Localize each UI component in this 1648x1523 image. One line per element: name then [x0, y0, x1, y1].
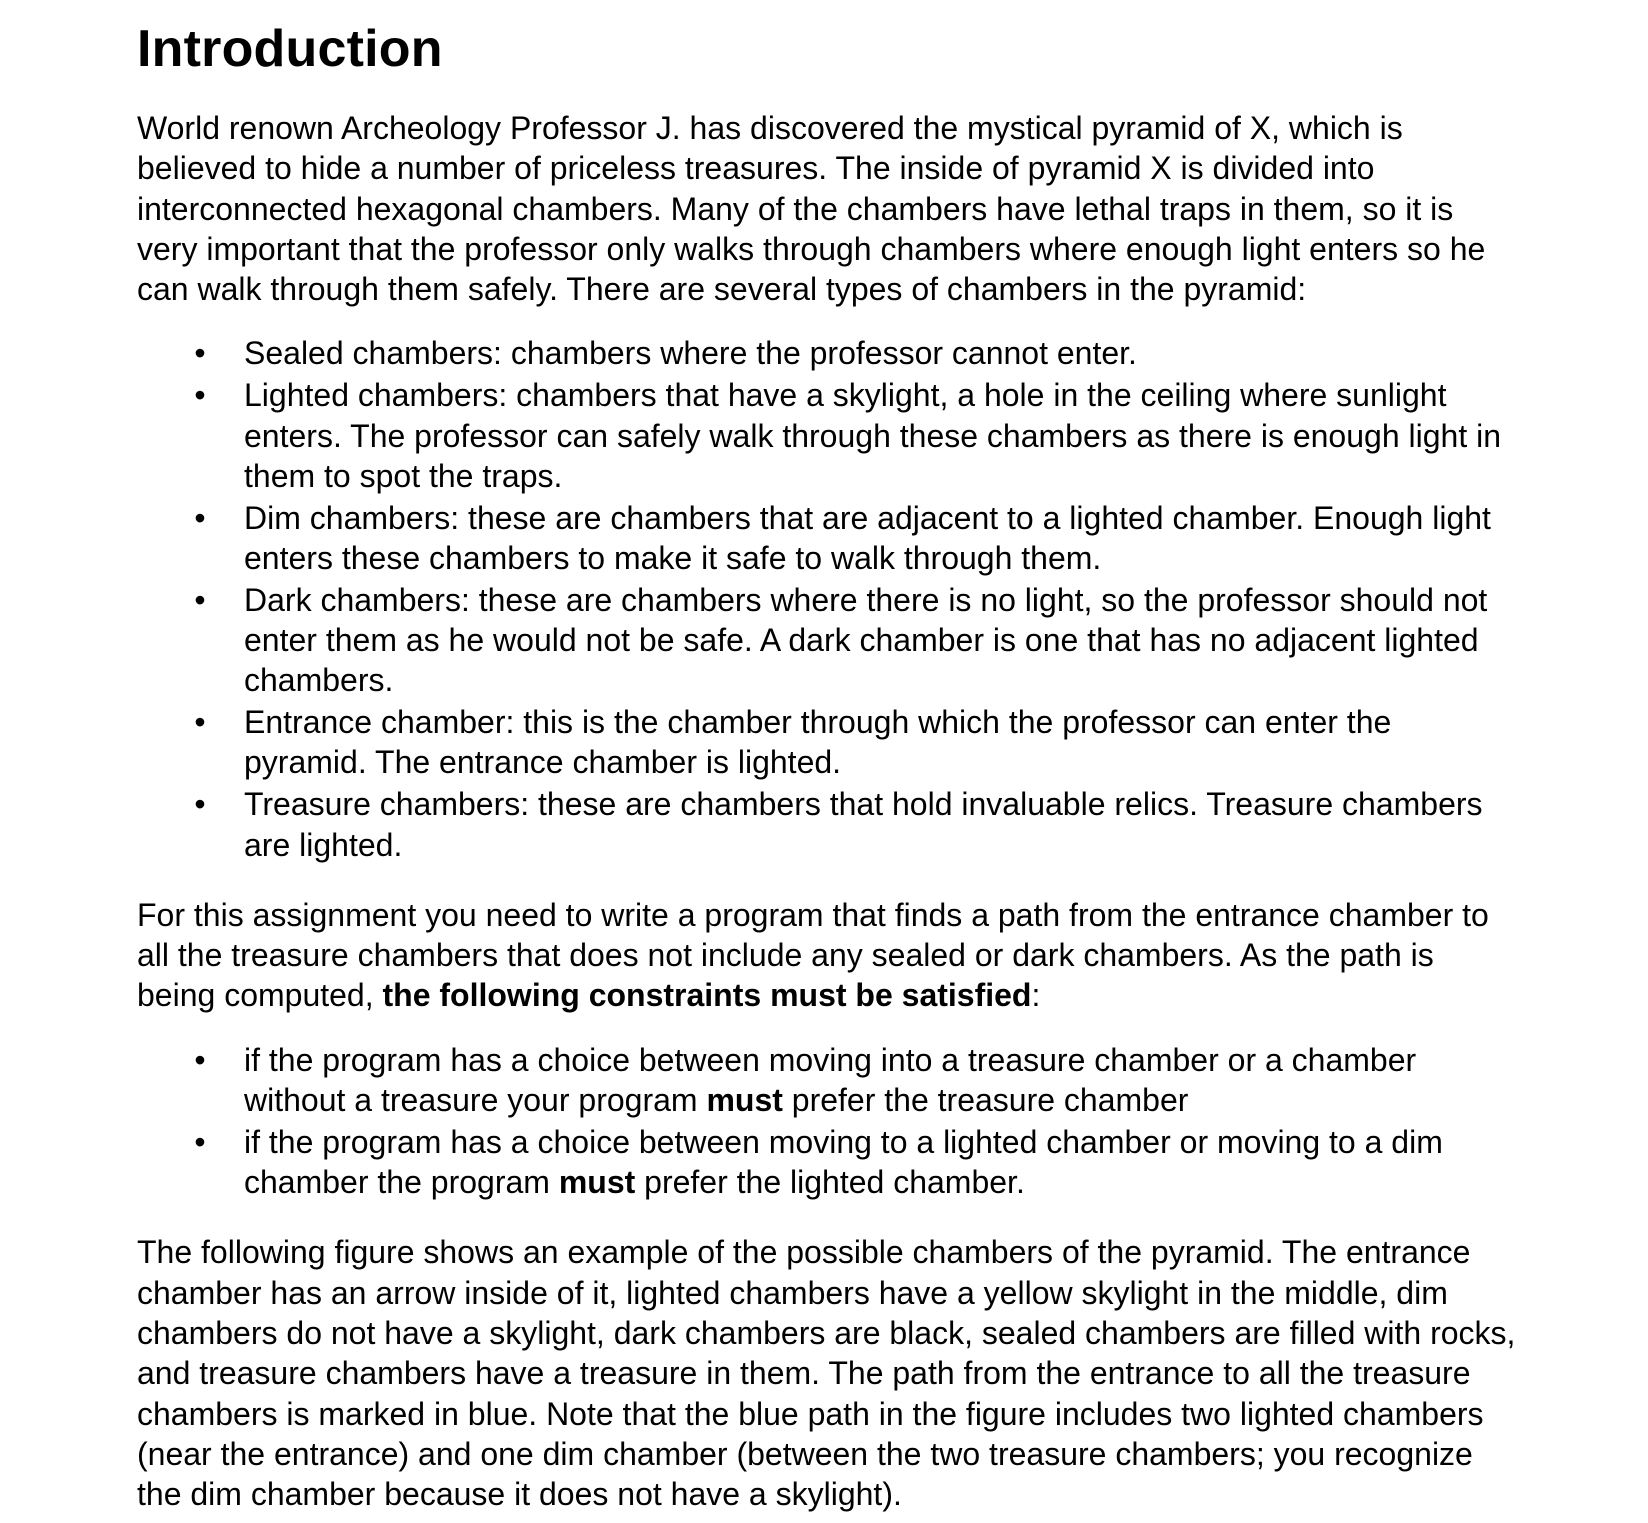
constraints-list [137, 1040, 1517, 1203]
list-item-sealed [137, 333, 1517, 373]
bullet-icon: • [194, 581, 206, 618]
figure-description-paragraph: The following figure shows an example of the possible chambers of the pyramid. The entrance chamber has an arrow inside of it, lighted chambers have a yellow skylight in the middle, dim chambers do not have a skylight, dark chambers are black, sealed chambers are filled with rocks, and treasure chambers have a treasure in them. The path from the entrance to all the treasure chambers is marked in blue. Note that the blue path in the figure includes two lighted chambers (near the entrance) and one dim chamber (between the two treasure chambers; you recognize the dim chamber because it does not have a skylight). [137, 1234, 1516, 1513]
list-item-text: Treasure chambers: these are chambers that hold invaluable relics. Treasure chambers are lighted. [244, 786, 1483, 863]
constraint-item-treasure [137, 1040, 1517, 1121]
list-item-text: Lighted chambers: chambers that have a skylight, a hole in the ceiling where sunlight enters. The professor can safely walk through these chambers as there is enough light in them to spot the traps. [244, 377, 1501, 494]
document-page [137, 18, 1517, 1515]
assignment-bold-text: the following constraints must be satisfied [382, 977, 1032, 1014]
list-item-text: Entrance chamber: this is the chamber through which the professor can enter the pyramid. The entrance chamber is lighted. [244, 704, 1392, 781]
bullet-icon: • [194, 499, 206, 536]
constraint-bold-text: must [706, 1082, 783, 1119]
bullet-icon: • [194, 704, 206, 741]
assignment-paragraph [137, 895, 1517, 1016]
list-item-text: Dim chambers: these are chambers that are adjacent to a lighted chamber. Enough light enters these chambers to make it safe to walk through them. [244, 499, 1491, 576]
bullet-icon: • [194, 377, 206, 414]
list-item-lighted [137, 375, 1517, 496]
constraint-bold-text: must [558, 1164, 636, 1201]
assignment-text: For this assignment you need to write a program that finds a path from the entrance chamber to all the treasure chambers that does not include any sealed or dark chambers. As the path is being computed, [137, 896, 1489, 1014]
list-item-dark [137, 580, 1517, 701]
list-item-treasure [137, 784, 1517, 865]
constraint-text: if the program has a choice between moving to a lighted chamber or moving to a dim chamber the program [244, 1123, 1443, 1201]
constraint-text-end: prefer the treasure chamber [782, 1082, 1189, 1119]
constraint-text-end: prefer the lighted chamber. [635, 1164, 1025, 1201]
intro-paragraph: World renown Archeology Professor J. has discovered the mystical pyramid of X, which is believed to hide a number of priceless treasures. The inside of pyramid X is divided into interconnected hexagonal chambers. Many of the chambers have lethal traps in them, so it is very important that the professor only walks through chambers where enough light enters so he can walk through them safely. There are several types of chambers in the pyramid: [137, 110, 1486, 308]
assignment-text-end: : [1031, 977, 1041, 1014]
bullet-icon: • [194, 1041, 206, 1078]
page-title: Introduction [137, 20, 443, 78]
constraint-item-lighted [137, 1122, 1517, 1203]
list-item-entrance [137, 702, 1517, 783]
list-item-dim [137, 498, 1517, 579]
bullet-icon: • [194, 335, 206, 372]
list-item-text: Dark chambers: these are chambers where there is no light, so the professor should not enter them as he would not be safe. A dark chamber is one that has no adjacent lighted chambers. [244, 581, 1488, 699]
chamber-types-list [137, 333, 1517, 864]
list-item-text: Sealed chambers: chambers where the professor cannot enter. [244, 335, 1137, 372]
bullet-icon: • [194, 786, 206, 823]
bullet-icon: • [194, 1123, 206, 1160]
constraint-text: if the program has a choice between moving into a treasure chamber or a chamber without a treasure your program [244, 1041, 1417, 1119]
